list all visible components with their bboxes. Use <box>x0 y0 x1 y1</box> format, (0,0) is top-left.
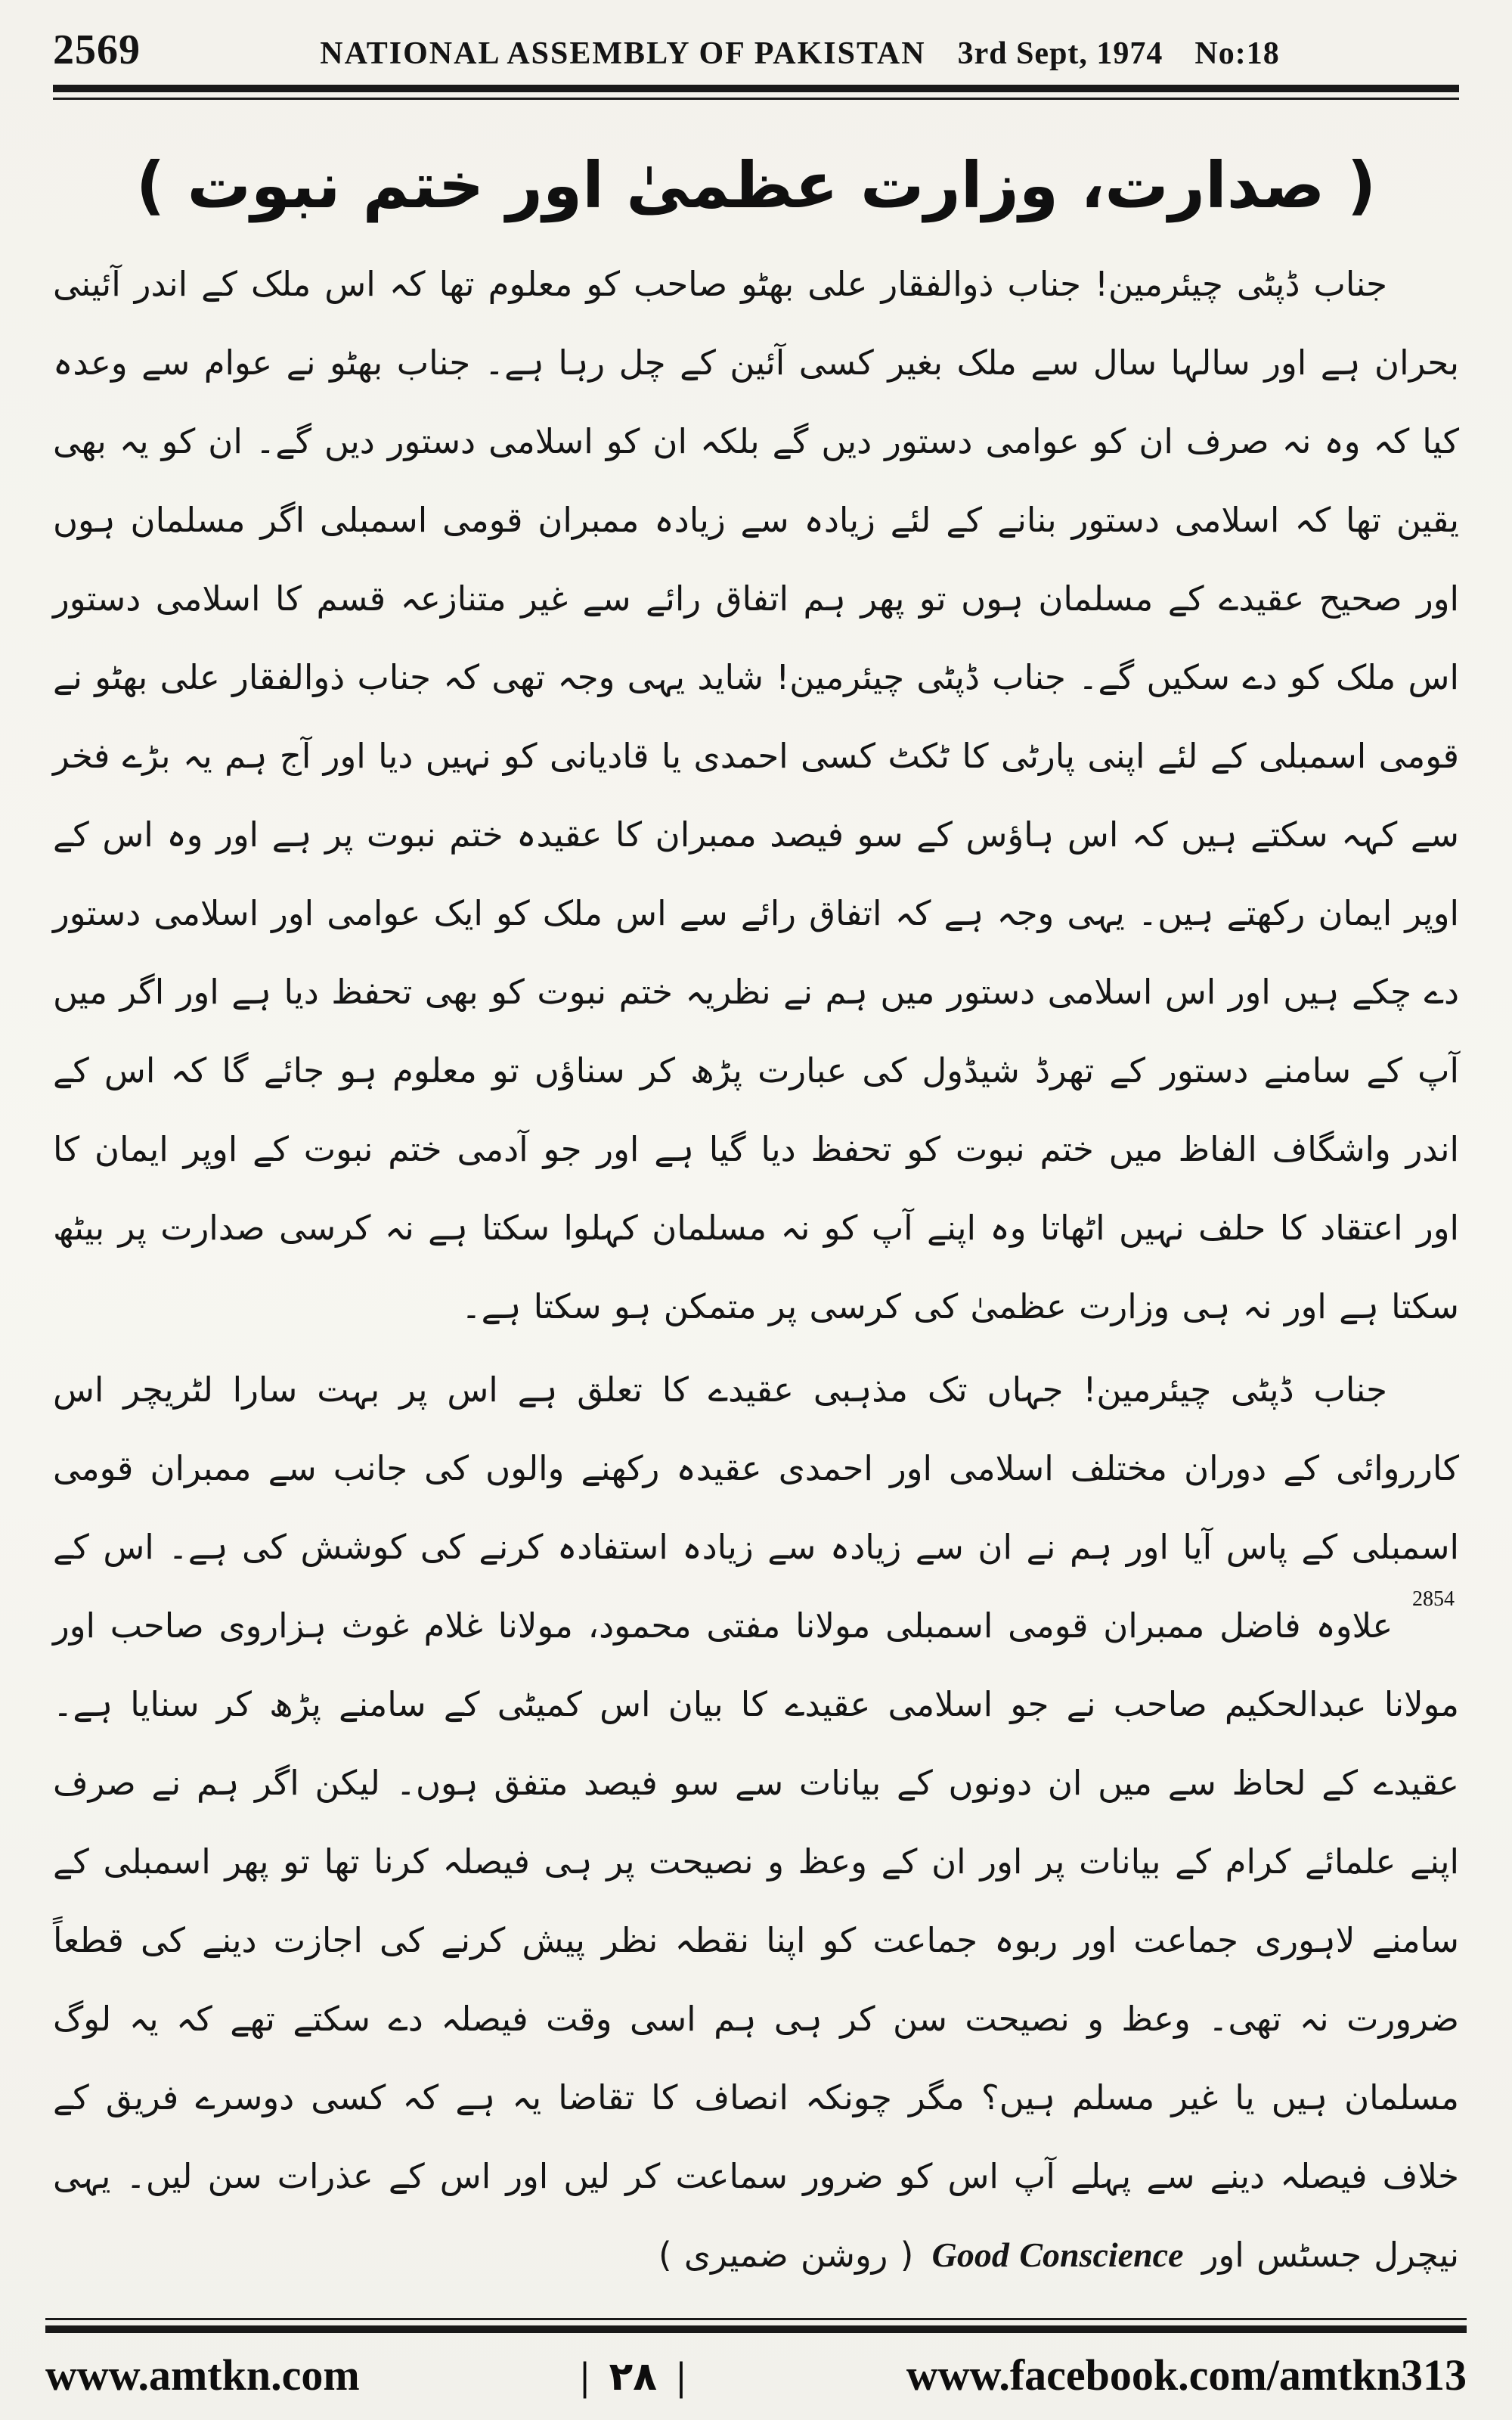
latin-phrase: Good Conscience <box>931 2235 1184 2274</box>
header-divider-rule <box>53 85 1459 100</box>
paragraph <box>53 245 1459 1346</box>
document-title: ( صدارت، وزارت عظمیٰ اور ختم نبوت ) <box>135 148 1377 222</box>
footer-separator-right: | <box>677 2353 686 2399</box>
footer-page-marker <box>581 2353 686 2400</box>
urdu-text-run: جناب ڈپٹی چیئرمین! جہاں تک مذہبی عقیدے کا تعلق ہے اس پر بہت سارا لٹریچر اس کارروائی کے دوران مختلف اسلامی اور احمدی عقیدہ رکھنے والوں کی جانب سے ممبران قومی اسمبلی کے پاس آیا اور ہم نے ان سے زیادہ سے زیادہ استفادہ کرنے کی کوشش کی ہے۔ اس کے <box>53 1370 1459 1567</box>
header-date: 3rd Sept, 1974 <box>957 36 1163 71</box>
footer-facebook-url: www.facebook.com/amtkn313 <box>906 2350 1467 2400</box>
footer-divider-rule <box>45 2318 1467 2333</box>
footer-separator-left: | <box>580 2353 590 2399</box>
urdu-text-run: جناب ڈپٹی چیئرمین! جناب ذوالفقار علی بھٹو صاحب کو معلوم تھا کہ اس ملک کے اندر آئینی بحران ہے اور سالہا سال سے ملک بغیر کسی آئین کے چل رہا ہے۔ جناب بھٹو نے عوام سے وعدہ کیا کہ وہ نہ صرف ان کو عوامی دستور دیں گے بلکہ ان کو اسلامی دستور دیں گے۔ ان کو یہ بھی یقین تھا کہ اسلامی دستور بنانے کے لئے زیادہ سے زیادہ ممبران قومی اسمبلی اگر مسلمان ہوں اور صحیح عقیدے کے مسلمان ہوں تو پھر ہم اتفاق رائے سے غیر متنازعہ قسم کا اسلامی دستور اس ملک کو دے سکیں گے۔ جناب ڈپٹی چیئرمین! شاید یہی وجہ تھی کہ جناب ذوالفقار علی بھٹو نے قومی اسمبلی کے لئے اپنی پارٹی کا ٹکٹ کسی احمدی یا قادیانی کو نہیں دیا اور آج ہم یہ بڑے فخر سے کہہ سکتے ہیں کہ اس ہاؤس کے سو فیصد ممبران کا عقیدہ ختم نبوت پر ہے اور وہ اس کے اوپر ایمان رکھتے ہیں۔ یہی وجہ ہے کہ اتفاق رائے سے اس ملک کو ایک عوامی اور اسلامی دستور دے چکے ہیں اور اس اسلامی دستور میں ہم نے نظریہ ختم نبوت کو بھی تحفظ دیا ہے اور اگر میں آپ کے سامنے دستور کے تھرڈ شیڈول کی عبارت پڑھ کر سناؤں تو معلوم ہو جائے گا کہ اس کے اندر واشگاف الفاظ میں ختم نبوت کو تحفظ دیا گیا ہے اور جو آدمی ختم نبوت کے اوپر ایمان کا اور اعتقاد کا حلف نہیں اٹھاتا وہ اپنے آپ کو نہ مسلمان کہلوا سکتا ہے نہ کرسی صدارت پر بیٹھ سکتا ہے اور نہ ہی وزارت عظمیٰ کی کرسی پر متمکن ہو سکتا ہے۔ <box>53 264 1459 1326</box>
page-header <box>53 26 1459 74</box>
paragraph <box>53 1351 1459 2294</box>
page-number: 2569 <box>53 26 141 73</box>
header-center <box>141 36 1459 72</box>
footer-row <box>45 2350 1467 2400</box>
document-body <box>53 245 1459 2294</box>
header-title: NATIONAL ASSEMBLY OF PAKISTAN <box>320 36 926 71</box>
urdu-text-run: ( روشن ضمیری ) <box>658 2235 914 2275</box>
header-issue-number: No:18 <box>1194 36 1280 71</box>
page-footer <box>0 2318 1512 2420</box>
column-reference-number: 2854 <box>1412 1587 1455 1611</box>
footer-website-url: www.amtkn.com <box>45 2350 360 2400</box>
urdu-text-run: علاوہ فاضل ممبران قومی اسمبلی مولانا مفتی محمود، مولانا غلام غوث ہزاروی صاحب اور مولانا عبدالحکیم صاحب نے جو اسلامی عقیدے کا بیان اس کمیٹی کے سامنے پڑھ کر سنایا ہے۔ عقیدے کے لحاظ سے میں ان دونوں کے بیانات سے سو فیصد متفق ہوں۔ لیکن اگر ہم نے صرف اپنے علمائے کرام کے بیانات پر اور ان کے وعظ و نصیحت پر ہی فیصلہ کرنا تھا تو پھر اسمبلی کے سامنے لاہوری جماعت اور ربوہ جماعت کو اپنا نقطہ نظر پیش کرنے کی اجازت دینے کی قطعاً ضرورت نہ تھی۔ وعظ و نصیحت سن کر ہی ہم اسی وقت فیصلہ دے سکتے تھے کہ یہ لوگ مسلمان ہیں یا غیر مسلم ہیں؟ مگر چونکہ انصاف کا تقاضا یہ ہے کہ کسی دوسرے فریق کے خلاف فیصلہ دینے سے پہلے آپ اس کو ضرور سماعت کر لیں اور اس کے عذرات سن لیں۔ یہی نیچرل جسٹس اور <box>53 1606 1459 2275</box>
footer-page-number-urdu: ۲۸ <box>609 2354 658 2400</box>
